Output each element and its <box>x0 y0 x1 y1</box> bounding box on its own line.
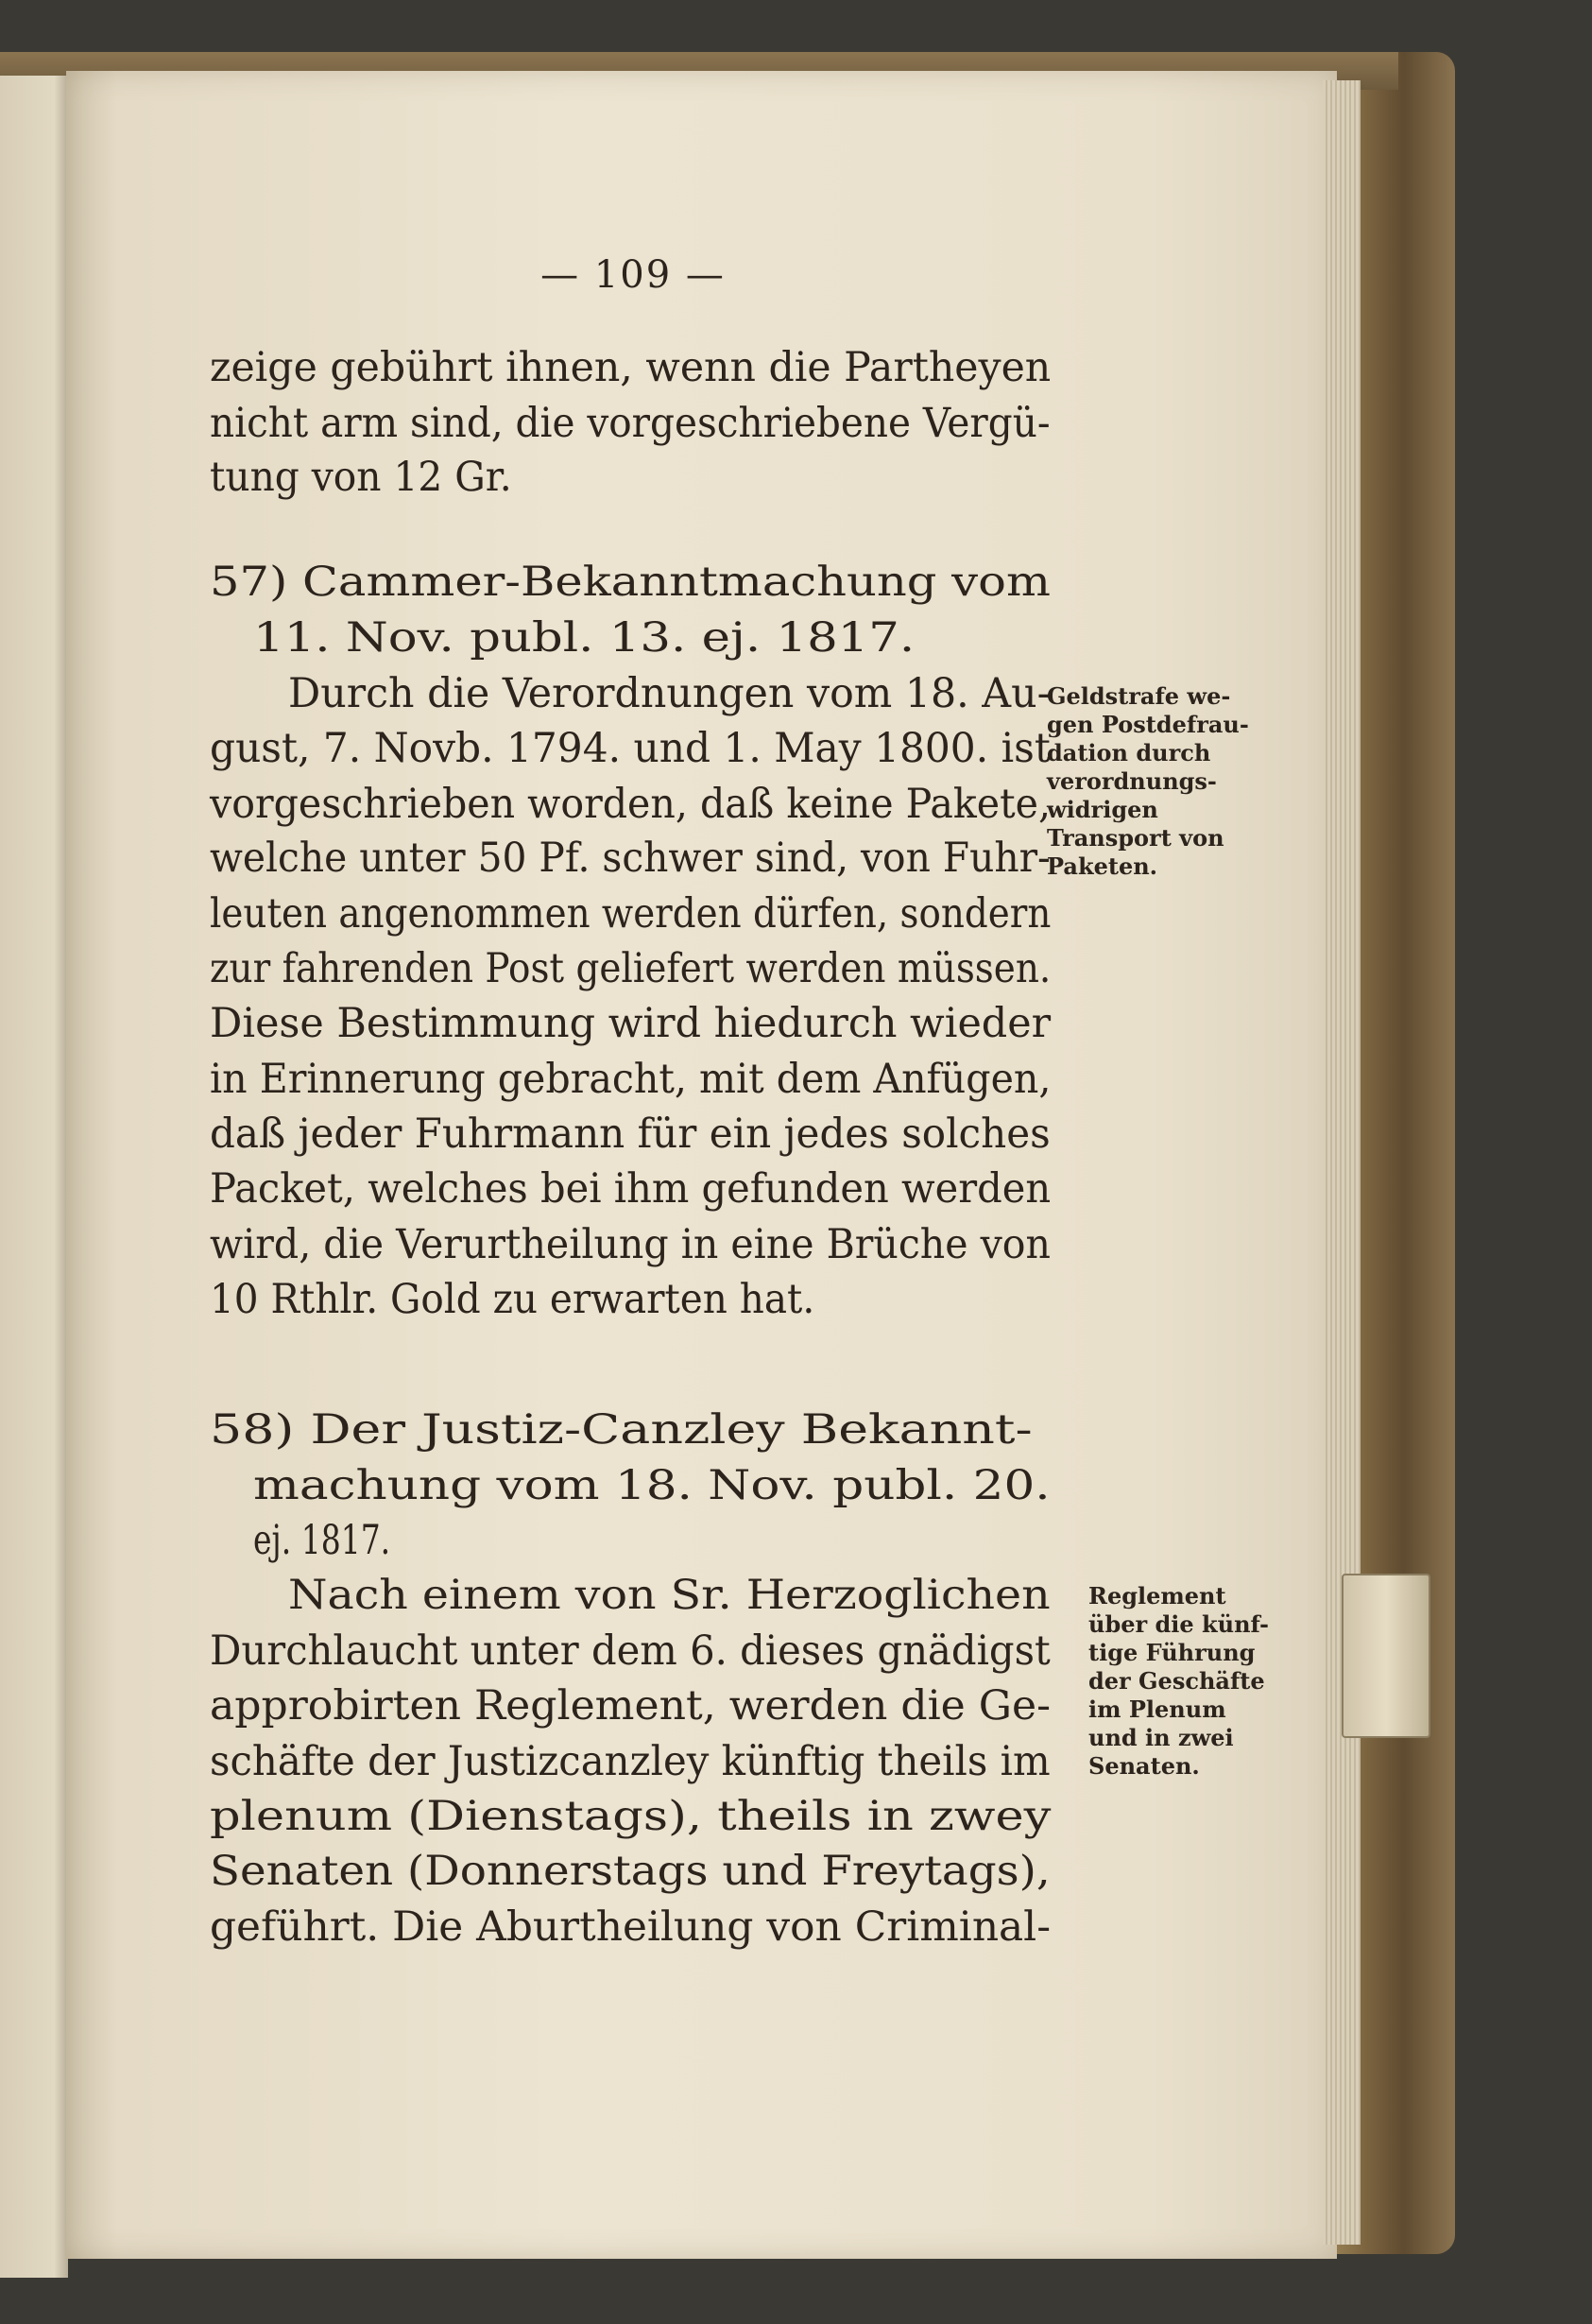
margin-note-line: Reglement <box>1088 1582 1226 1610</box>
text-line: 10 Rthlr. Gold zu erwarten hat. <box>210 1276 815 1323</box>
margin-note-line: über die künf- <box>1088 1610 1269 1638</box>
margin-note-line: verordnungs- <box>1047 767 1217 795</box>
text-line: geführt. Die Aburtheilung von Criminal- <box>210 1903 1052 1951</box>
margin-note-line: Senaten. <box>1088 1752 1200 1780</box>
text-line: 58) Der Justiz-Canzley Bekannt- <box>210 1406 1033 1454</box>
text-line: Durch die Verordnungen vom 18. Au- <box>288 670 1052 717</box>
margin-note-line: im Plenum <box>1088 1696 1226 1723</box>
bookmark-tab <box>1342 1574 1430 1738</box>
text-line: plenum (Dienstags), theils in zwey <box>210 1793 1052 1840</box>
text-line: machung vom 18. Nov. publ. 20. <box>253 1462 1051 1509</box>
margin-note-line: gen Postdefrau- <box>1047 711 1249 738</box>
margin-note-line: dation durch <box>1047 739 1211 766</box>
text-line: tung von 12 Gr. <box>210 454 512 501</box>
margin-note-line: Transport von <box>1047 824 1224 852</box>
text-line: Packet, welches bei ihm gefunden werden <box>210 1165 1052 1213</box>
margin-note-line: und in zwei <box>1088 1724 1234 1751</box>
left-page-edge <box>0 76 68 2278</box>
text-line: Nach einem von Sr. Herzoglichen <box>288 1572 1051 1619</box>
text-line: welche unter 50 Pf. schwer sind, von Fuhr- <box>210 835 1051 882</box>
text-line: zur fahrenden Post geliefert werden müssen. <box>210 945 1052 992</box>
text-line: vorgeschrieben worden, daß keine Pakete, <box>210 781 1052 828</box>
text-line: 57) Cammer-Bekanntmachung vom <box>210 559 1051 606</box>
text-line: Diese Bestimmung wird hiedurch wieder <box>210 1000 1052 1047</box>
page-stack-edges <box>1323 80 1361 2245</box>
margin-note-line: widrigen <box>1047 796 1158 823</box>
text-line: schäfte der Justizcanzley künftig theils im <box>210 1738 1051 1785</box>
page-number: — 109 — <box>540 253 726 297</box>
text-line: gust, 7. Novb. 1794. und 1. May 1800. ist <box>210 725 1051 772</box>
text-line: wird, die Verurtheilung in eine Brüche von <box>210 1221 1051 1268</box>
text-line: Durchlaucht unter dem 6. dieses gnädigst <box>210 1627 1051 1675</box>
text-line: Senaten (Donnerstags und Freytags), <box>210 1848 1051 1895</box>
text-line: daß jeder Fuhrmann für ein jedes solches <box>210 1110 1051 1158</box>
text-line: zeige gebührt ihnen, wenn die Partheyen <box>210 344 1052 391</box>
text-line: nicht arm sind, die vorgeschriebene Vergü- <box>210 400 1051 447</box>
margin-note-line: Geldstrafe we- <box>1047 682 1231 710</box>
text-line: 11. Nov. publ. 13. ej. 1817. <box>253 614 916 662</box>
margin-note-line: tige Führung <box>1088 1639 1256 1666</box>
margin-note-line: der Geschäfte <box>1088 1667 1265 1695</box>
margin-note-line: Paketen. <box>1047 852 1158 880</box>
text-line: ej. 1817. <box>253 1517 391 1564</box>
text-line: in Erinnerung gebracht, mit dem Anfügen, <box>210 1056 1052 1103</box>
text-line: leuten angenommen werden dürfen, sondern <box>210 890 1052 938</box>
text-line: approbirten Reglement, werden die Ge- <box>210 1682 1051 1730</box>
